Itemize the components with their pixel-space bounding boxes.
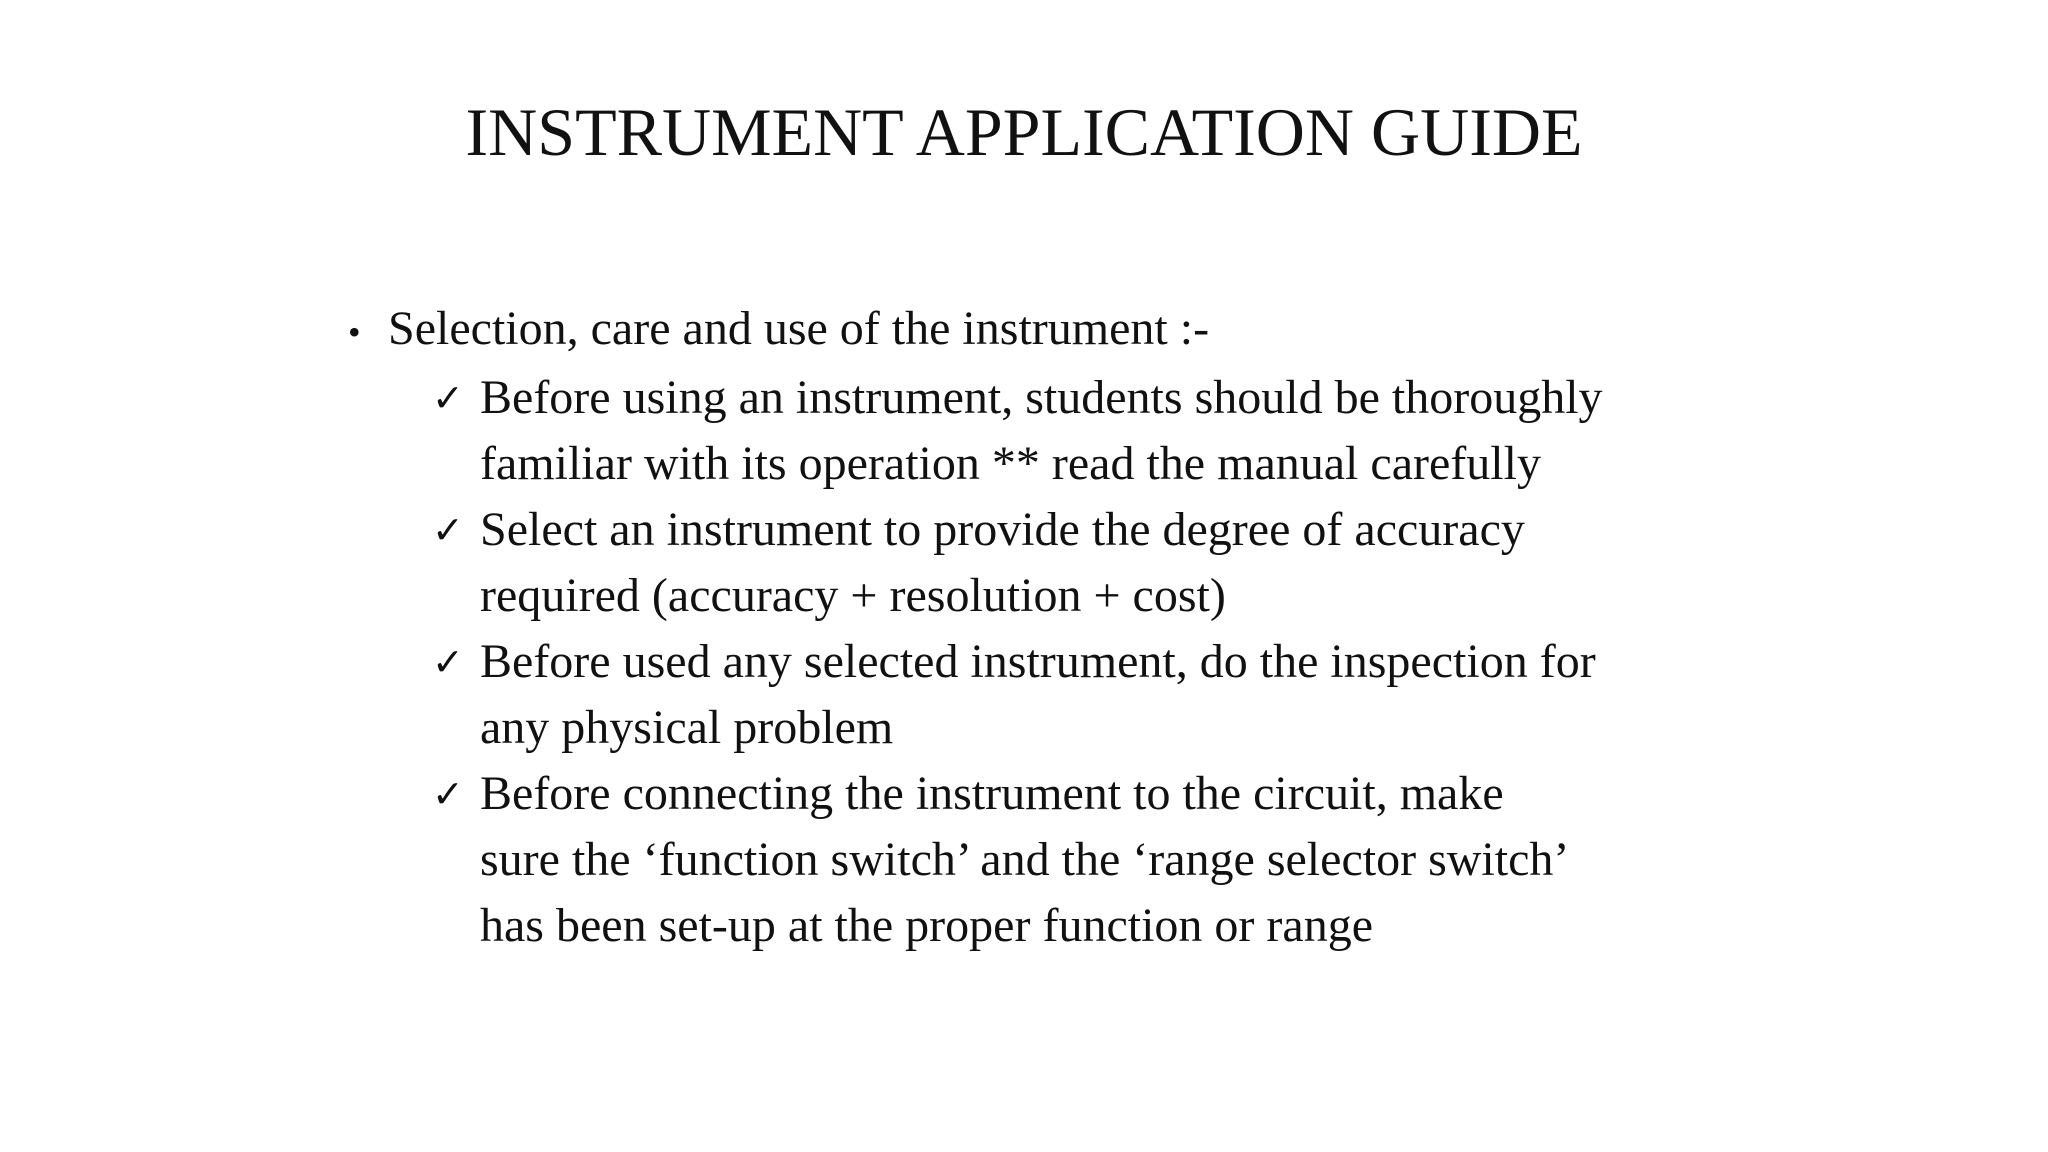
checkmark-icon: ✓ xyxy=(432,376,464,420)
checklist-line: required (accuracy + resolution + cost) xyxy=(480,569,1226,622)
main-bullet xyxy=(348,296,1748,365)
checklist-item-text xyxy=(480,629,1596,761)
checklist xyxy=(432,365,1748,959)
checkmark-icon: ✓ xyxy=(432,508,464,552)
checklist-item xyxy=(432,761,1748,959)
checkmark-icon: ✓ xyxy=(432,640,464,684)
checklist-line: any physical problem xyxy=(480,701,894,754)
checklist-item xyxy=(432,365,1748,497)
checklist-line: Before used any selected instrument, do the inspection for xyxy=(480,635,1596,688)
checklist-line: Before using an instrument, students should be thoroughly xyxy=(480,371,1603,424)
checklist-line: has been set-up at the proper function or range xyxy=(480,899,1373,952)
checklist-line: Before connecting the instrument to the circuit, make xyxy=(480,767,1504,820)
checklist-item xyxy=(432,497,1748,629)
checklist-item-text xyxy=(480,497,1525,629)
checklist-line: familiar with its operation ** read the manual carefully xyxy=(480,437,1541,490)
bullet-icon: • xyxy=(348,312,361,352)
checklist-line: Select an instrument to provide the degree of accuracy xyxy=(480,503,1525,556)
main-bullet-text: Selection, care and use of the instrument :- xyxy=(388,302,1210,355)
checklist-line: sure the ‘function switch’ and the ‘range selector switch’ xyxy=(480,833,1570,886)
checklist-item-text xyxy=(480,761,1569,959)
checklist-item xyxy=(432,629,1748,761)
slide-title: INSTRUMENT APPLICATION GUIDE xyxy=(465,94,1583,170)
checklist-item-text xyxy=(480,365,1603,497)
slide-content xyxy=(348,296,1748,959)
checkmark-icon: ✓ xyxy=(432,772,464,816)
